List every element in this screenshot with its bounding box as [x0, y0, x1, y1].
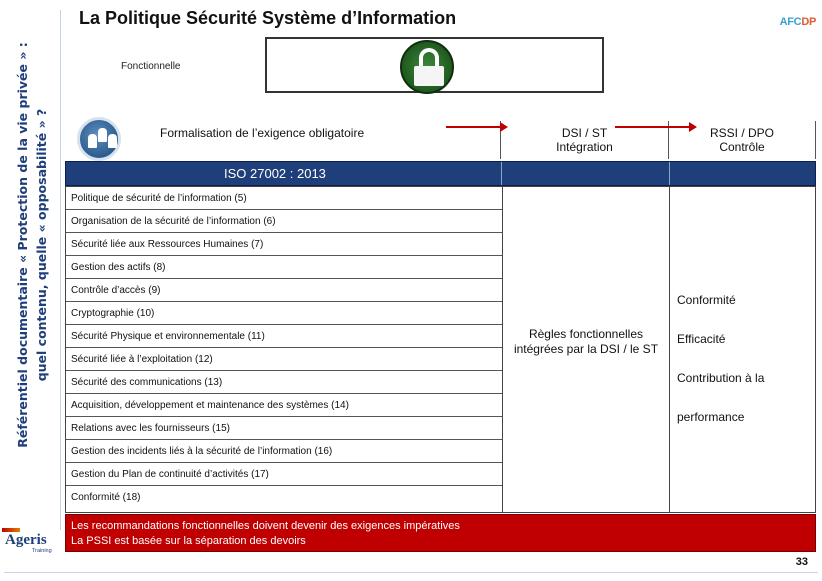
iso-27002-bar [65, 161, 816, 186]
arrow-to-dsi-icon [446, 126, 506, 128]
iso-27002-label: ISO 27002 : 2013 [224, 166, 326, 181]
footer-note: Les recommandations fonctionnelles doivent devenir des exigences impératives [71, 520, 460, 532]
fonctionnelle-label: Fonctionnelle [121, 61, 181, 72]
arrow-to-rssi-icon [615, 126, 695, 128]
table-row: Cryptographie (10) [66, 302, 502, 325]
table-row: Organisation de la sécurité de l’information (6) [66, 210, 502, 233]
table-row: Gestion du Plan de continuité d’activités (17) [66, 463, 502, 486]
header-formalisation: Formalisation de l’exigence obligatoire [160, 126, 365, 140]
rssi-efficacite: Efficacité [677, 332, 726, 346]
table-row: Sécurité liée à l’exploitation (12) [66, 348, 502, 371]
footer-notes-bar [65, 514, 816, 552]
table-row: Gestion des actifs (8) [66, 256, 502, 279]
table-row: Sécurité liée aux Ressources Humaines (7) [66, 233, 502, 256]
people-network-icon [77, 117, 121, 161]
sidebar-vertical-title [4, 20, 60, 470]
table-row: Politique de sécurité de l’information (5) [66, 187, 502, 210]
table-row: Gestion des incidents liés à la sécurité de l’information (16) [66, 440, 502, 463]
rssi-contribution: Contribution à la [677, 371, 765, 385]
bottom-divider [4, 572, 818, 573]
table-row: Conformité (18) [71, 492, 141, 503]
slide-title: La Politique Sécurité Système d’Information [79, 8, 457, 28]
header-rssi-dpo: RSSI / DPO Contrôle [668, 121, 816, 159]
rssi-performance: performance [677, 410, 745, 424]
rssi-conformite: Conformité [677, 293, 736, 307]
table-row: Relations avec les fournisseurs (15) [66, 417, 502, 440]
dsi-rules-text: Règles fonctionnelles intégrées par la DSI / le ST [513, 327, 659, 356]
column-divider [669, 187, 670, 512]
afcdp-logo: AFCDP [779, 16, 816, 28]
padlock-icon [400, 40, 454, 94]
table-row: Sécurité des communications (13) [66, 371, 502, 394]
ageris-logo: Ageris Training [2, 528, 58, 554]
header-dsi-st: DSI / ST Intégration [500, 121, 668, 159]
footer-note: La PSSI est basée sur la séparation des devoirs [71, 535, 306, 547]
table-row: Acquisition, développement et maintenance des systèmes (14) [66, 394, 502, 417]
iso-chapters-table [65, 186, 816, 513]
table-row: Contrôle d’accès (9) [66, 279, 502, 302]
table-row: Sécurité Physique et environnementale (11) [66, 325, 502, 348]
sidebar-divider [60, 10, 61, 530]
sidebar-title-line1: Référentiel documentaire « Protection de la vie privée » : [15, 42, 30, 448]
header-row [60, 117, 816, 161]
sidebar-title-line2: quel contenu, quelle « opposabilité » ? [34, 108, 49, 382]
page-number: 33 [795, 556, 808, 568]
